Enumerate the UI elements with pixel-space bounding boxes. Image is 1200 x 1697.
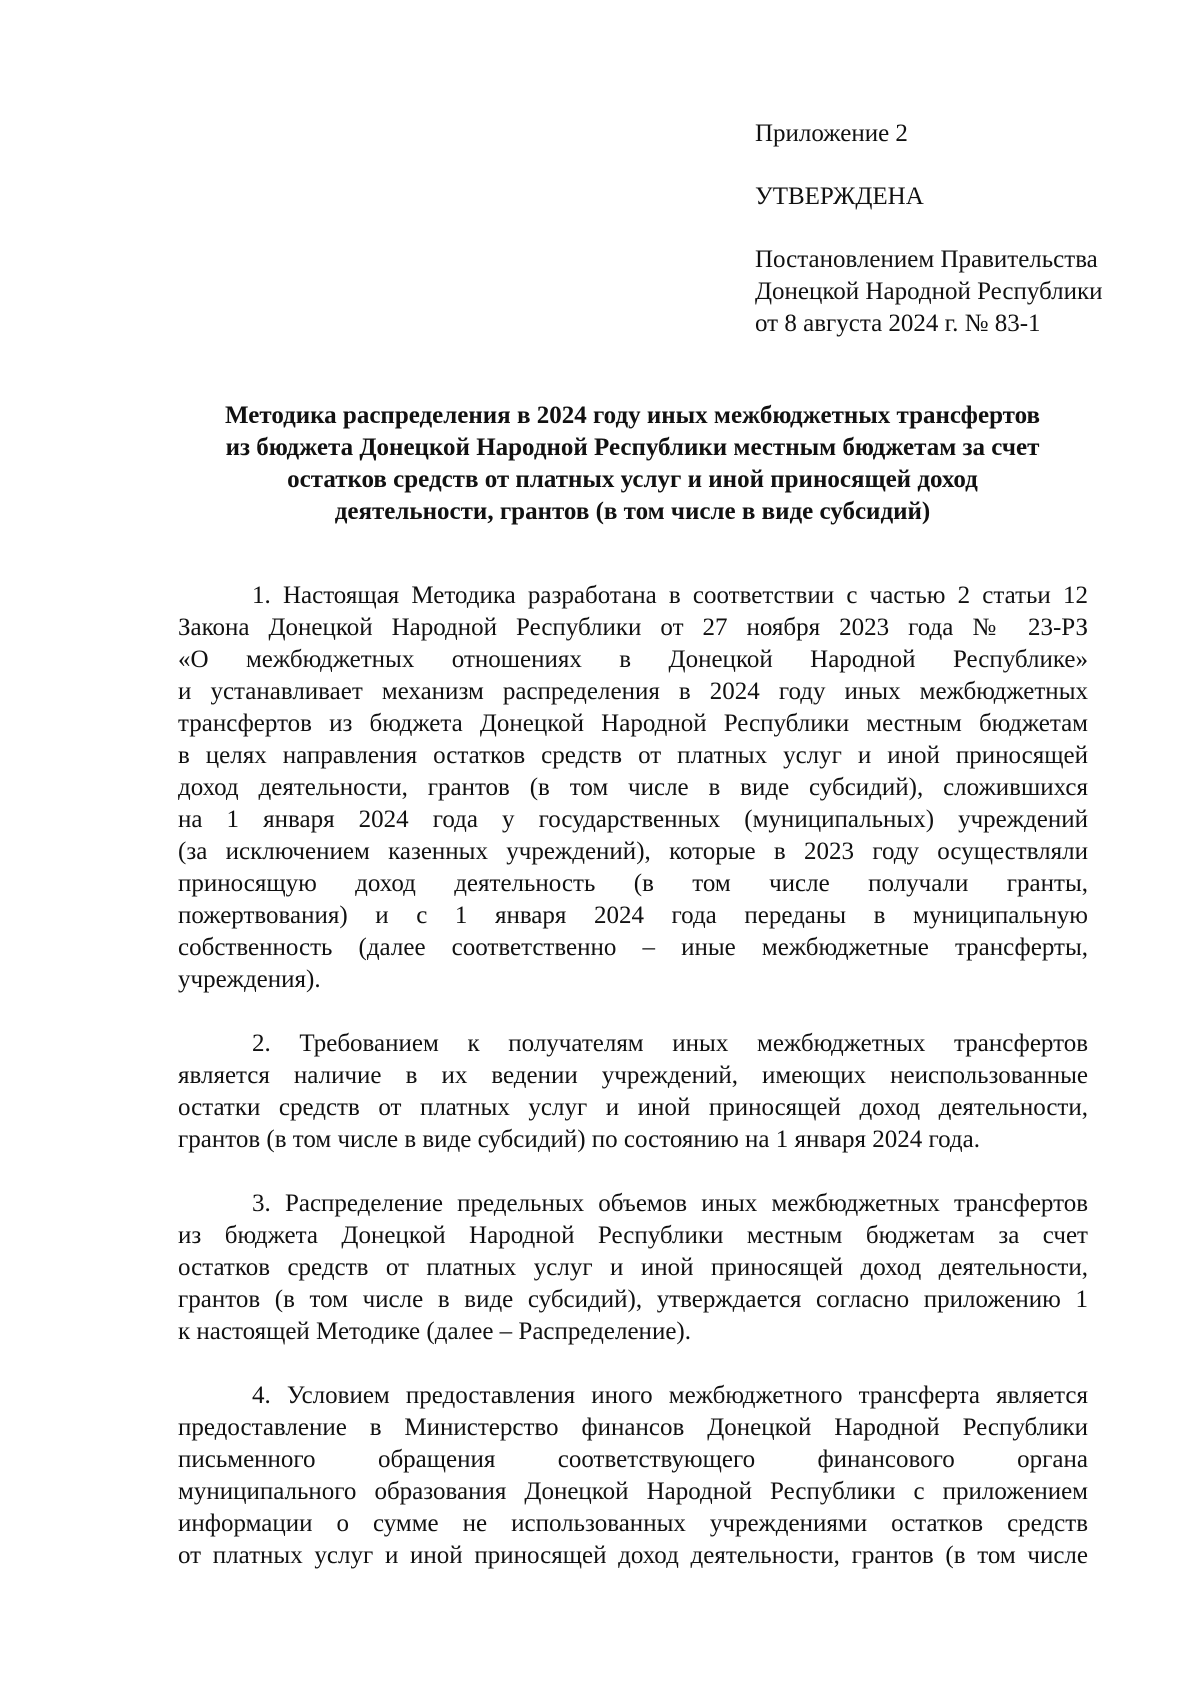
paragraph-line: грантов (в том числе в виде субсидий) по состоянию на 1 января 2024 года. [178, 1126, 980, 1153]
document-title [170, 400, 1095, 528]
paragraph-line: приносящую доход деятельность (в том числе получали гранты, [178, 870, 1088, 897]
paragraph-line: 3. Распределение предельных объемов иных межбюджетных трансфертов [252, 1190, 1088, 1217]
paragraph-line: собственность (далее соответственно – иные межбюджетные трансферты, [178, 934, 1088, 961]
paragraph-line: 4. Условием предоставления иного межбюджетного трансферта является [252, 1382, 1088, 1409]
paragraph-line: к настоящей Методике (далее – Распределение). [178, 1318, 691, 1345]
title-line: деятельности, грантов (в том числе в виде субсидий) [334, 498, 931, 525]
document-body [178, 580, 1088, 1604]
decree-line: Донецкой Народной Республики [755, 278, 1103, 305]
paragraph-line: пожертвования) и с 1 января 2024 года переданы в муниципальную [178, 902, 1088, 929]
paragraph-line: из бюджета Донецкой Народной Республики местным бюджетам за счет [178, 1222, 1088, 1249]
paragraph-line: доход деятельности, грантов (в том числе в виде субсидий), сложившихся [178, 774, 1088, 801]
paragraph-line: остатки средств от платных услуг и иной приносящей доход деятельности, [178, 1094, 1088, 1121]
paragraph-1 [178, 580, 1088, 996]
paragraph-line: информации о сумме не использованных учреждениями остатков средств [178, 1510, 1088, 1537]
paragraph-line: муниципального образования Донецкой Народной Республики с приложением [178, 1478, 1088, 1505]
paragraph-line: (за исключением казенных учреждений), которые в 2023 году осуществляли [178, 838, 1088, 865]
paragraph-line: 2. Требованием к получателям иных межбюджетных трансфертов [252, 1030, 1088, 1057]
paragraph-line: на 1 января 2024 года у государственных (муниципальных) учреждений [178, 806, 1088, 833]
paragraph-line: трансфертов из бюджета Донецкой Народной Республики местным бюджетам [178, 710, 1088, 737]
title-line: остатков средств от платных услуг и иной приносящей доход [287, 466, 978, 493]
paragraph-line: и устанавливает механизм распределения в 2024 году иных межбюджетных [178, 678, 1088, 705]
approval-block [755, 118, 1175, 340]
title-line: Методика распределения в 2024 году иных межбюджетных трансфертов [225, 402, 1040, 429]
paragraph-line: учреждения). [178, 966, 321, 993]
paragraph-line: от платных услуг и иной приносящей доход деятельности, грантов (в том числе [178, 1542, 1088, 1569]
paragraph-line: в целях направления остатков средств от платных услуг и иной приносящей [178, 742, 1088, 769]
paragraph-line: Закона Донецкой Народной Республики от 27 ноября 2023 года № 23-РЗ [178, 614, 1088, 641]
approved-label: УТВЕРЖДЕНА [755, 183, 924, 210]
decree-line: Постановлением Правительства [755, 246, 1098, 273]
paragraph-2 [178, 1028, 1088, 1156]
paragraph-line: «О межбюджетных отношениях в Донецкой Народной Республике» [178, 646, 1088, 673]
decree-line: от 8 августа 2024 г. № 83-1 [755, 310, 1041, 337]
title-line: из бюджета Донецкой Народной Республики местным бюджетам за счет [225, 434, 1040, 461]
paragraph-line: грантов (в том числе в виде субсидий), утверждается согласно приложению 1 [178, 1286, 1088, 1313]
paragraph-line: 1. Настоящая Методика разработана в соответствии с частью 2 статьи 12 [252, 582, 1088, 609]
paragraph-line: является наличие в их ведении учреждений, имеющих неиспользованные [178, 1062, 1088, 1089]
paragraph-line: предоставление в Министерство финансов Донецкой Народной Республики [178, 1414, 1088, 1441]
paragraph-4 [178, 1380, 1088, 1572]
paragraph-line: письменного обращения соответствующего финансового органа [178, 1446, 1088, 1473]
appendix-label: Приложение 2 [755, 120, 908, 147]
paragraph-3 [178, 1188, 1088, 1348]
paragraph-line: остатков средств от платных услуг и иной приносящей доход деятельности, [178, 1254, 1088, 1281]
